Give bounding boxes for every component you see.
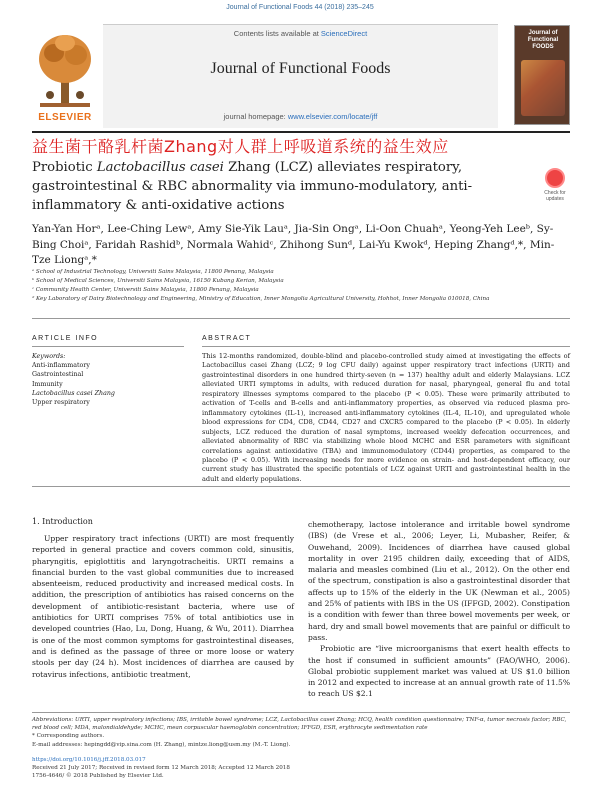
- abstract-end-rule: [32, 486, 570, 487]
- intro-column-2: [308, 519, 570, 700]
- corresponding-note: * Corresponding authors.: [32, 733, 105, 740]
- intro-paragraph: Upper respiratory tract infections (URTI) are most frequently reported in general practice and covers common cold, sinusitis, pharyngitis, epiglottitis and laryngotracheitis. URTI remains a financial burden to the vast global communities due to increased absenteeism, reduced productivity and increased medical costs. In addition, the prescription of antibiotics has raised concerns on the development of antibiotic-resistant bacteria, where use of antibiotics for URTI comprises 75% of total antibiotics use in developed countries (Hao, Lu, Dong, Huang, & Wu, 2011). Diarrhea is one of the most common symptoms for gastrointestinal diseases, and is defined as the passage of three or more loose or watery stools per day (24 h). Most incidences of diarrhea are caused by rotavirus infections, antibiotic treatment,: [32, 534, 294, 679]
- article-info-heading: ARTICLE INFO: [32, 335, 99, 342]
- introduction-heading: 1. Introduction: [32, 517, 93, 526]
- title-part-2: Zhang (LCZ) alleviates respiratory, gastrointestinal & RBC abnormality via immuno-modulatory, anti-inflammatory & anti-oxidative actions: [32, 160, 473, 213]
- section-rule: [32, 318, 570, 319]
- header-rule: [32, 131, 570, 133]
- issn-copyright: 1756-4646/ © 2018 Published by Elsevier Ltd.: [32, 773, 164, 780]
- keywords-label: Keywords:: [32, 353, 66, 360]
- intro-paragraph: Probiotic are “live microorganisms that exert health effects to the host if consumed in sufficient amounts” (FAO/WHO, 2006). Global probiotic supplement market was valued at US $1.0 billion in 2012 and expected to increase at an annual growth rate of 11.5% to reach US $2.1: [308, 644, 570, 699]
- elsevier-tree-logo: [32, 25, 98, 125]
- contents-prefix: Contents lists available at: [233, 29, 321, 38]
- homepage-link[interactable]: www.elsevier.com/locate/jff: [287, 112, 378, 121]
- keyword: Upper respiratory: [32, 399, 90, 407]
- received-dates: Received 21 July 2017; Received in revised form 12 March 2018; Accepted 12 March 2018: [32, 765, 290, 772]
- elsevier-wordmark: ELSEVIER: [38, 112, 92, 123]
- title-species: Lactobacillus casei: [96, 160, 224, 175]
- homepage-prefix: journal homepage:: [223, 112, 288, 121]
- article-title: [32, 158, 502, 215]
- keyword: Immunity: [32, 380, 63, 388]
- sciencedirect-link[interactable]: ScienceDirect: [320, 29, 368, 38]
- email-note: E-mail addresses: hepingdd@vip.sina.com (H. Zhang), mintze.liong@usm.my (M.-T. Liong).: [32, 741, 291, 748]
- chinese-title: 益生菌干酪乳杆菌Zhang对人群上呼吸道系统的益生效应: [32, 137, 449, 156]
- article-info-rule: [32, 346, 184, 347]
- footnotes: [32, 716, 572, 749]
- check-updates-label: Check for updates: [544, 190, 566, 202]
- check-for-updates-button[interactable]: [540, 168, 570, 204]
- affiliations: [32, 268, 572, 304]
- homepage-line: [103, 112, 498, 121]
- keyword: Gastrointestinal: [32, 371, 84, 379]
- author-list: Yan-Yan Horᵃ, Lee-Ching Lewᵃ, Amy Sie-Yik Lauᵃ, Jia-Sin Ongᵃ, Li-Oon Chuahᵃ, Yeong-Yeh Leeᵇ, Sy-Bing Choiᵃ, Faridah Rashidᵇ, Normala Wahidᶜ, Zhihong Sunᵈ, Lai-Yu Kwokᵈ, Heping Zhangᵈ,*, Min-Tze Liongᵃ,*: [32, 223, 555, 266]
- keyword: Anti-inflammatory: [32, 362, 90, 370]
- abstract-heading: ABSTRACT: [202, 335, 252, 342]
- journal-cover-thumbnail[interactable]: [514, 25, 570, 125]
- affiliation-a: ᵃ School of Industrial Technology, Universiti Sains Malaysia, 11800 Penang, Malaysia: [32, 269, 274, 275]
- check-updates-icon: [545, 168, 565, 188]
- cover-title: Journal of Functional FOODS: [527, 30, 559, 50]
- abbreviations-note: Abbreviations: URTI, upper respiratory infections; IBS, irritable bowel syndrome; LCZ, Lactobacillus casei Zhang; HCQ, health condition questionnaire; TNF-α, tumor necrosis factor; RBC, red blood cell; MDA, malondialdehyde; MCHC, mean corpuscular haemoglobin concentration; IFFGD, ESR, erythrocyte sedimentation rate: [32, 717, 567, 732]
- abstract-body: This 12-months randomized, double-blind and placebo-controlled study aimed at investigating the effects of Lactobacillus casei Zhang (LCZ; 9 log CFU daily) against upper respiratory tract infections (URTI) and gastrointestinal disorders in one hundred thirty-seven (n = 137) healthy adult and elderly Malaysians. LCZ alleviated URTI symptoms in adults, with reduced duration for nasal, pharyngeal, general flu and total respiratory illnesses symptoms compared to the placebo (P < 0.05). These were primarily attributed to activation of T-cells and B-cells and anti-inflammatory properties, as observed via reduced plasma pro-inflammatory cytokines (IL-1), increased anti-inflammatory cytokines (IL-4, IL-10), and upregulated whole blood expressions for CD4, CD8, CD44, CD27 and CXCR5 compared to the placebo (P < 0.05). In elderly subjects, LCZ reduced the duration of nasal symptoms, increased weekly defecation occurrences, and alleviated abnormality of RBC via stabilizing whole blood MCHC and ESR parameters with significant correlations against antioxidative (TBA) and immunomodulatory (CD44) properties, as compared to the placebo (P < 0.05). With increasing needs for more evidence on strain- and host-dependent efficacy, our current study has illustrated the specific potentials of LCZ against URTI and gastrointestinal health in the adult and elderly populations.: [202, 352, 570, 483]
- doi-link[interactable]: https://doi.org/10.1016/j.jff.2018.03.017: [32, 757, 146, 763]
- keyword: Lactobacillus casei Zhang: [32, 389, 115, 397]
- contents-line: [103, 29, 498, 38]
- footnote-rule: [32, 712, 570, 713]
- affiliation-d: ᵈ Key Laboratory of Dairy Biotechnology and Engineering, Ministry of Education, Inner Mongolia Agricultural University, Hohhot, Inner Mongolia 010018, China: [32, 296, 490, 302]
- affiliation-c: ᶜ Community Health Center, Universiti Sains Malaysia, 11800 Penang, Malaysia: [32, 287, 259, 293]
- journal-title: Journal of Functional Foods: [210, 60, 391, 77]
- intro-paragraph: chemotherapy, lactose intolerance and irritable bowel syndrome (IBS) (de Vrese et al., 2006; Leyer, Li, Mubasher, Reifer, & Ouwehand, 2009). Incidences of diarrhea have caused global mortality in over 2195 children daily, exceeding that of AIDS, malaria and measles combined (Liu et al., 2012). On the other end of the spectrum, constipation is also a gastrointestinal disorder that affects up to 15% of the elderly in the UK (Newman et al., 2005) and 25% of patients with IBS in the US (IFFGD, 2002). Constipation is a condition with fewer than three bowel movements per week, or hard, dry and small bowel movements that are painful or difficult to pass.: [308, 520, 570, 642]
- affiliation-b: ᵇ School of Medical Sciences, Universiti Sains Malaysia, 16150 Kubang Kerian, Malaysia: [32, 278, 284, 284]
- intro-column-1: [32, 533, 294, 680]
- title-part-1: Probiotic: [32, 160, 97, 175]
- cover-image: [521, 60, 565, 116]
- keywords-block: [32, 352, 184, 407]
- journal-reference[interactable]: Journal of Functional Foods 44 (2018) 235–245: [226, 4, 374, 11]
- doi-block: [32, 756, 572, 781]
- abstract-rule: [202, 346, 570, 347]
